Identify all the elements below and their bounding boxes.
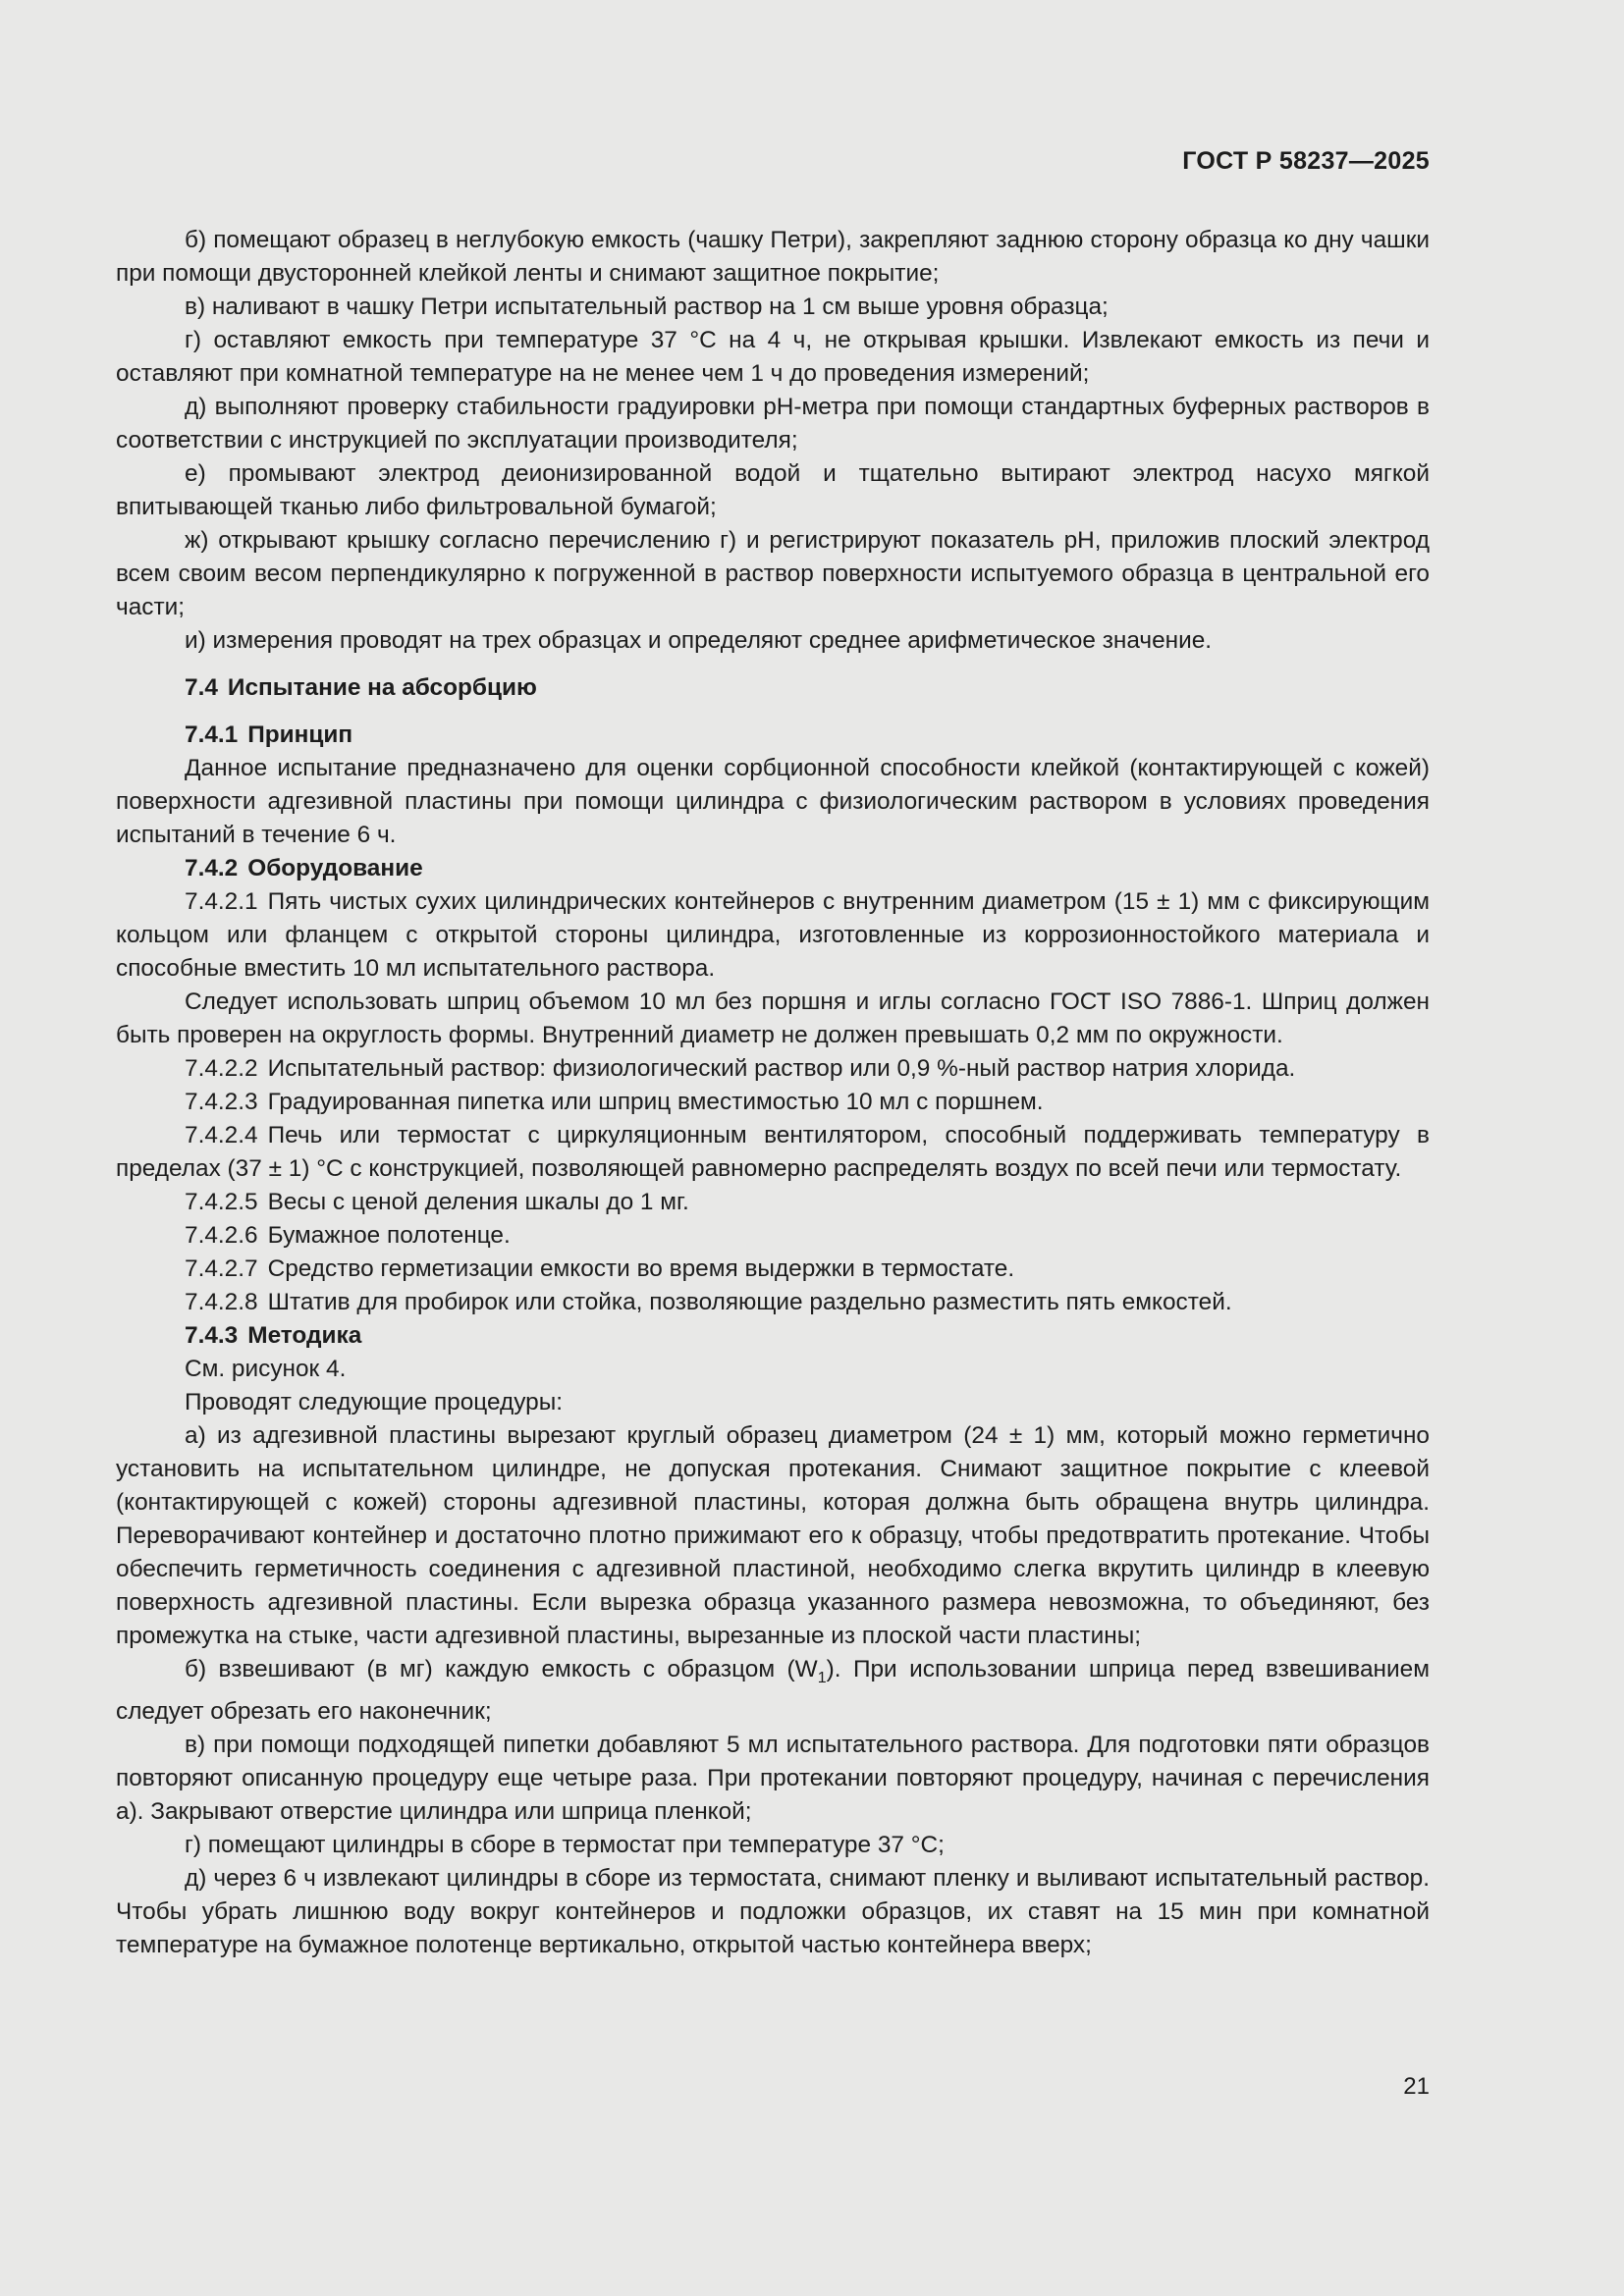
step-b-paragraph: б) помещают образец в неглубокую емкость (чашку Петри), закрепляют заднюю сторону образца ко дну чашки при помощи двусторонней клейкой ленты и снимают защитное покрытие; [116, 227, 1430, 287]
page-body [116, 224, 1430, 1962]
step-g-paragraph: г) оставляют емкость при температуре 37 °С на 4 ч, не открывая крышки. Извлекают емкость из печи и оставляют при комнатной температуре на не менее чем 1 ч до проведения измерений; [116, 327, 1430, 387]
step-e-paragraph: е) промывают электрод деионизированной водой и тщательно вытирают электрод насухо мягкой впитывающей тканью либо фильтровальной бумагой; [116, 460, 1430, 520]
section-number: 7.4.3 [185, 1322, 239, 1349]
section-title: Принцип [247, 721, 353, 748]
step-b-text-start: б) взвешивают (в мг) каждую емкость с образцом (W [185, 1656, 818, 1682]
item-number: 7.4.2.1 [185, 888, 258, 915]
equipment-item-5 [116, 1186, 1430, 1219]
step-d-paragraph: д) выполняют проверку стабильности градуировки рН-метра при помощи стандартных буферных растворов в соответствии с инструкцией по эксплуатации производителя; [116, 394, 1430, 454]
section-7-4-1-heading [116, 719, 1430, 752]
section-7-4-3-heading [116, 1319, 1430, 1353]
item-text: Испытательный раствор: физиологический раствор или 0,9 %-ный раствор натрия хлорида. [267, 1055, 1296, 1082]
procedure-step-d: д) через 6 ч извлекают цилиндры в сборе из термостата, снимают пленку и выливают испытательный раствор. Чтобы убрать лишнюю воду вокруг контейнеров и подложки образцов, их ставят на 15 мин при комнатной температуре на бумажное полотенце вертикально, открытой частью контейнера вверх; [116, 1864, 1430, 1958]
principle-paragraph: Данное испытание предназначено для оценки сорбционной способности клейкой (контактирующей с кожей) поверхности адгезивной пластины при помощи цилиндра с физиологическим раствором в условиях проведения испытаний в течение 6 ч. [116, 755, 1430, 848]
procedure-intro: Проводят следующие процедуры: [185, 1389, 564, 1415]
procedure-step-v: в) при помощи подходящей пипетки добавляют 5 мл испытательного раствора. Для подготовки пяти образцов повторяют описанную процедуру еще четыре раза. При протекании повторяют процедуру, начиная с перечисления а). Закрывают отверстие цилиндра или шприца пленкой; [116, 1731, 1430, 1825]
item-text: Средство герметизации емкости во время выдержки в термостате. [267, 1255, 1015, 1282]
item-text: Бумажное полотенце. [267, 1222, 511, 1249]
equipment-item-8 [116, 1286, 1430, 1319]
item-text: Пять чистых сухих цилиндрических контейнеров с внутренним диаметром (15 ± 1) мм с фиксирующим кольцом или фланцем с открытой стороны цилиндра, изготовленные из коррозионностойкого материала и способные вместить 10 мл испытательного раствора. [116, 888, 1430, 982]
item-text: Весы с ценой деления шкалы до 1 мг. [267, 1189, 689, 1215]
figure-reference: См. рисунок 4. [185, 1356, 347, 1382]
equipment-item-7 [116, 1253, 1430, 1286]
section-number: 7.4 [185, 674, 218, 701]
step-zh-paragraph: ж) открывают крышку согласно перечислению г) и регистрируют показатель рН, приложив плоский электрод всем своим весом перпендикулярно к погруженной в раствор поверхности испытуемого образца в центральной его части; [116, 527, 1430, 620]
procedure-step-g: г) помещают цилиндры в сборе в термостат при температуре 37 °С; [185, 1831, 945, 1858]
step-b-text-end: ). При использовании шприца перед взвешиванием следует обрезать его наконечник; [116, 1656, 1430, 1725]
section-number: 7.4.2 [185, 855, 239, 881]
w-subscript: 1 [817, 1669, 827, 1686]
item-number: 7.4.2.8 [185, 1289, 258, 1315]
item-number: 7.4.2.6 [185, 1222, 258, 1249]
equipment-item-6 [116, 1219, 1430, 1253]
section-title: Испытание на абсорбцию [227, 674, 537, 701]
step-i-paragraph: и) измерения проводят на трех образцах и определяют среднее арифметическое значение. [185, 627, 1213, 654]
section-number: 7.4.1 [185, 721, 239, 748]
item-text: Печь или термостат с циркуляционным вентилятором, способный поддерживать температуру в пределах (37 ± 1) °С с конструкцией, позволяющей равномерно распределять воздух по всей печи или термостату. [116, 1122, 1430, 1182]
equipment-item-3 [116, 1086, 1430, 1119]
item-number: 7.4.2.2 [185, 1055, 258, 1082]
item-number: 7.4.2.7 [185, 1255, 258, 1282]
procedure-step-b [116, 1653, 1430, 1729]
item-number: 7.4.2.4 [185, 1122, 258, 1148]
item-number: 7.4.2.3 [185, 1089, 258, 1115]
document-id-header: ГОСТ Р 58237—2025 [1182, 147, 1430, 175]
equipment-item-2 [116, 1052, 1430, 1086]
equipment-item-1 [116, 885, 1430, 986]
syringe-note-paragraph: Следует использовать шприц объемом 10 мл без поршня и иглы согласно ГОСТ ISO 7886-1. Шприц должен быть проверен на округлость формы. Внутренний диаметр не должен превышать 0,2 мм по окружности. [116, 988, 1430, 1048]
section-7-4-heading [116, 671, 1430, 705]
item-text: Штатив для пробирок или стойка, позволяющие раздельно разместить пять емкостей. [267, 1289, 1232, 1315]
step-v-paragraph: в) наливают в чашку Петри испытательный раствор на 1 см выше уровня образца; [185, 294, 1109, 320]
item-number: 7.4.2.5 [185, 1189, 258, 1215]
procedure-step-a: а) из адгезивной пластины вырезают круглый образец диаметром (24 ± 1) мм, который можно герметично установить на испытательном цилиндре, не допуская протекания. Снимают защитное покрытие с клеевой (контактирующей с кожей) стороны адгезивной пластины, которая должна быть обращена внутрь цилиндра. Переворачивают контейнер и достаточно плотно прижимают его к образцу, чтобы предотвратить протекание. Чтобы обеспечить герметичность соединения с адгезивной пластиной, необходимо слегка вкрутить цилиндр в клеевую поверхность адгезивной пластины. Если вырезка образца указанного размера невозможна, то объединяют, без промежутка на стыке, части адгезивной пластины, вырезанные из плоской части пластины; [116, 1422, 1430, 1649]
equipment-item-4 [116, 1119, 1430, 1186]
section-title: Оборудование [247, 855, 423, 881]
page-number: 21 [1403, 2073, 1430, 2100]
section-title: Методика [247, 1322, 362, 1349]
section-7-4-2-heading [116, 852, 1430, 885]
item-text: Градуированная пипетка или шприц вместимостью 10 мл с поршнем. [267, 1089, 1044, 1115]
